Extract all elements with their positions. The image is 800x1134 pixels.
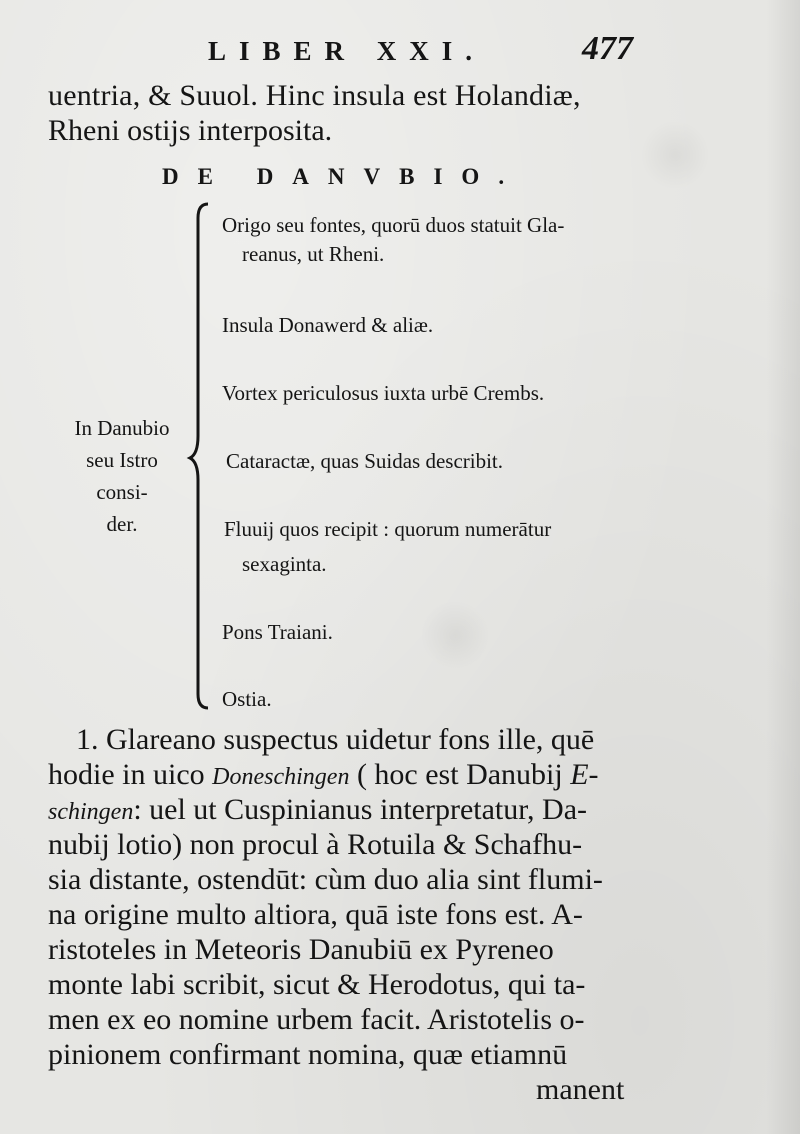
brace-item: Fluuij quos recipit : quorum numerātur — [224, 517, 552, 541]
brace-item: Pons Traiani. — [222, 620, 333, 644]
margin-note-line: In Danubio — [74, 416, 170, 440]
paper-stain — [420, 600, 490, 670]
margin-note — [58, 412, 186, 540]
body-line: na origine multo altiora, quā iste fons est. A- — [48, 898, 583, 931]
body-line: schingen: uel ut Cuspinianus interpretatur, Da- — [48, 793, 588, 826]
text-line: Rheni ostijs interposita. — [48, 114, 333, 147]
brace-item: Cataractæ, quas Suidas describit. — [226, 449, 504, 473]
catchword: manent — [536, 1073, 625, 1106]
paper-stain — [640, 120, 710, 190]
running-head-title: LIBER XXI. — [208, 36, 486, 66]
margin-note-line: der. — [106, 512, 138, 536]
brace-item: sexaginta. — [242, 552, 327, 576]
section-heading: DE DANVBIO. — [162, 164, 524, 189]
body-line: sia distante, ostendūt: cùm duo alia sint flumi- — [48, 863, 603, 896]
body-line: nubij lotio) non procul à Rotuila & Schafhu- — [48, 828, 583, 861]
brace-item: reanus, ut Rheni. — [242, 242, 385, 266]
body-line: 1. Glareano suspectus uidetur fons ille, quē — [76, 723, 595, 756]
margin-note-line: seu Istro — [86, 448, 158, 472]
margin-note-line: consi- — [96, 480, 148, 504]
body-line: pinionem confirmant nomina, quæ etiamnū — [48, 1038, 568, 1071]
body-line: monte labi scribit, sicut & Herodotus, qui ta- — [48, 968, 586, 1001]
body-line: hodie in uico Doneschingen ( hoc est Danubij E- — [48, 758, 599, 791]
text-line: uentria, & Suuol. Hinc insula est Holandiæ, — [48, 79, 581, 112]
curly-brace-icon — [188, 200, 214, 712]
body-line: ristoteles in Meteoris Danubiū ex Pyreneo — [48, 933, 554, 966]
brace-item: Insula Donawerd & aliæ. — [222, 313, 434, 337]
body-line: men ex eo nomine urbem facit. Aristotelis o- — [48, 1003, 585, 1036]
page-edge-shadow — [766, 0, 800, 1134]
brace-item: Origo seu fontes, quorū duos statuit Gla- — [222, 213, 565, 237]
brace-item: Vortex periculosus iuxta urbē Crembs. — [222, 381, 545, 405]
brace-item: Ostia. — [222, 687, 272, 711]
running-head — [190, 30, 650, 70]
page-number: 477 — [582, 30, 633, 67]
